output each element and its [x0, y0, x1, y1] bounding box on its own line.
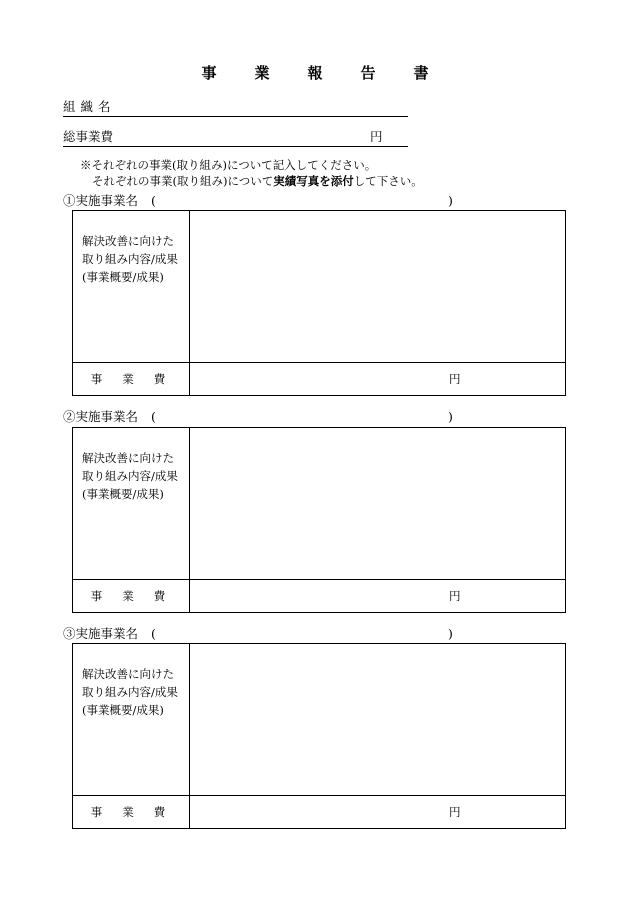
section-1-cost-unit: 円: [449, 372, 461, 386]
section-3-column-divider: [189, 644, 190, 828]
section-3-heading: ③実施事業名: [63, 626, 139, 641]
section-1-desc-line: (事業概要/成果): [82, 270, 164, 284]
instruction-line-2-emphasis: 実績写真を添付: [273, 174, 354, 188]
section-2-table: [72, 427, 566, 613]
instruction-line-2: [80, 173, 423, 189]
section-3-paren-close: ): [448, 626, 453, 641]
total-cost-unit: 円: [370, 129, 383, 144]
section-3-desc-line: (事業概要/成果): [82, 703, 164, 717]
total-cost-label: 総事業費: [63, 129, 114, 144]
instruction-line-2-post: して下さい。: [353, 174, 423, 188]
section-3-description-label: [82, 665, 178, 719]
instructions: [80, 157, 423, 189]
section-2-paren-close: ): [448, 409, 453, 424]
section-2-paren-open: (: [151, 409, 156, 424]
section-1-paren-close: ): [448, 193, 453, 208]
section-2-desc-line: 解決改善に向けた: [82, 451, 174, 465]
section-1-desc-line: 解決改善に向けた: [82, 234, 174, 248]
section-3-cost-unit: 円: [449, 805, 461, 819]
section-3-table: [72, 643, 566, 829]
section-2-heading: ②実施事業名: [63, 409, 139, 424]
org-name-label: 組織名: [63, 99, 116, 114]
section-2-cost-unit: 円: [449, 589, 461, 603]
section-2-cost-label: 事業費: [90, 589, 186, 603]
section-3-cost-label: 事業費: [90, 805, 186, 819]
section-3-desc-line: 取り組み内容/成果: [82, 685, 178, 699]
section-3-paren-open: (: [151, 626, 156, 641]
section-2-desc-line: (事業概要/成果): [82, 487, 164, 501]
instruction-line-1: ※それぞれの事業(取り組み)について記入してください。: [80, 158, 377, 172]
section-1-heading: ①実施事業名: [63, 193, 139, 208]
section-1-desc-line: 取り組み内容/成果: [82, 252, 178, 266]
org-name-field[interactable]: [63, 98, 408, 117]
section-1-description-label: [82, 232, 178, 286]
section-2-desc-line: 取り組み内容/成果: [82, 469, 178, 483]
section-2-column-divider: [189, 428, 190, 612]
page-title: 事業報告書: [201, 64, 467, 82]
section-3-desc-line: 解決改善に向けた: [82, 667, 174, 681]
section-2-heading-row: [63, 408, 463, 425]
section-1-cost-label: 事業費: [90, 372, 186, 386]
section-1-column-divider: [189, 211, 190, 395]
total-cost-field[interactable]: [63, 128, 408, 147]
section-2-description-label: [82, 449, 178, 503]
section-3-heading-row: [63, 625, 463, 642]
instruction-line-2-pre: それぞれの事業(取り組み)について: [92, 174, 274, 188]
section-1-heading-row: [63, 192, 463, 209]
section-1-paren-open: (: [151, 193, 156, 208]
section-1-table: [72, 210, 566, 396]
